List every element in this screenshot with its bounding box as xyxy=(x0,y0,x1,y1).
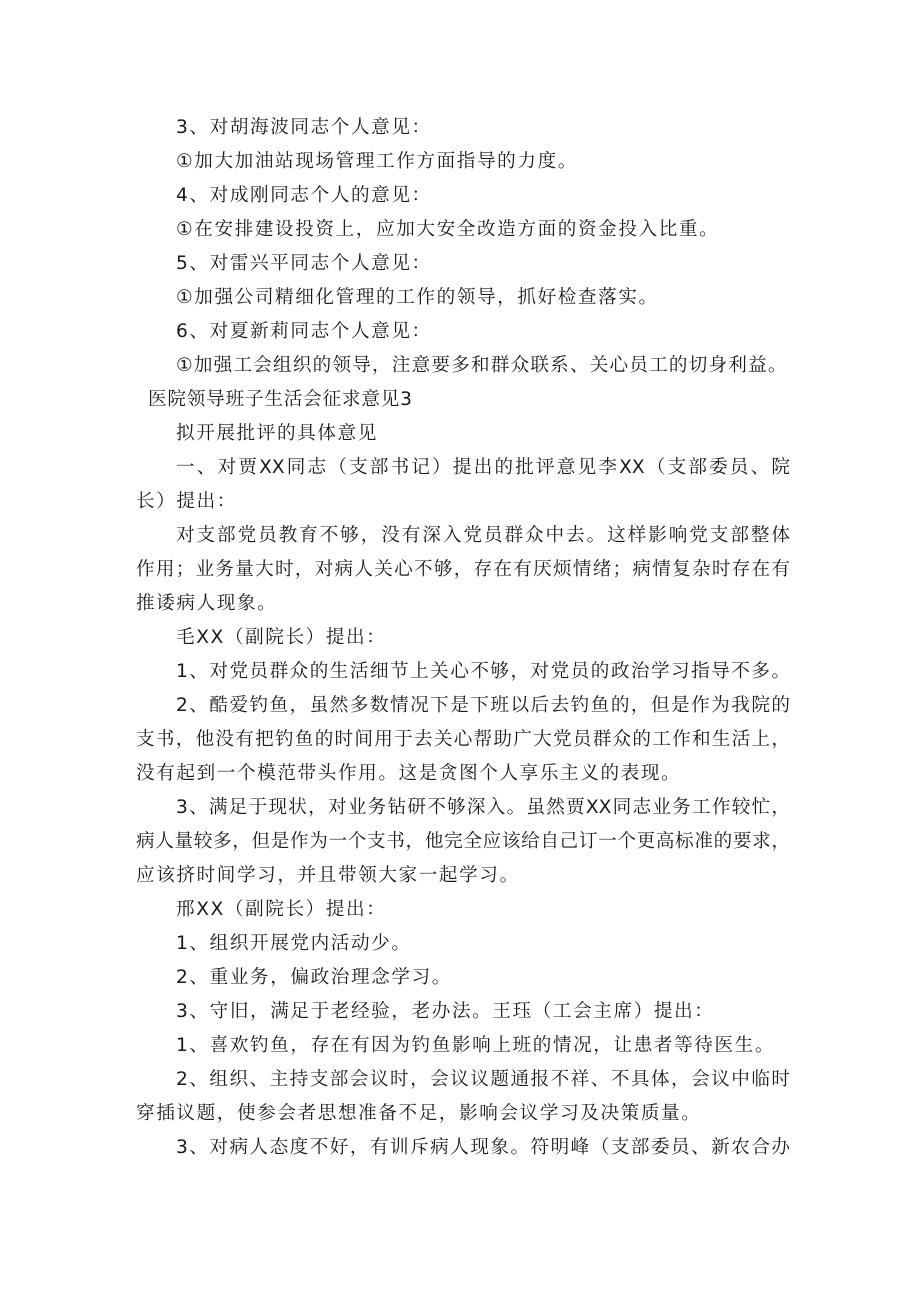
text-line: 4、对成刚同志个人的意见： xyxy=(176,185,432,206)
text-line: ①加大加油站现场管理工作方面指导的力度。 xyxy=(176,151,578,172)
text-line: 一、对贾XX同志（支部书记）提出的批评意见李XX（支部委员、院 xyxy=(176,457,790,478)
subheading: 拟开展批评的具体意见 xyxy=(176,423,378,444)
text-line: 5、对雷兴平同志个人意见： xyxy=(176,253,432,274)
text-line: 支书，他没有把钓鱼的时间用于去关心帮助广大党员群众的工作和生活上， xyxy=(136,729,790,750)
text-line: 1、喜欢钓鱼，存在有因为钓鱼影响上班的情况，让患者等待医生。 xyxy=(176,1035,776,1056)
text-line: 2、酷爱钓鱼，虽然多数情况下是下班以后去钓鱼的，但是作为我院的 xyxy=(176,695,790,716)
text-line: 应该挤时间学习，并且带领大家一起学习。 xyxy=(136,865,520,886)
text-line: 邢XX（副院长）提出： xyxy=(176,899,387,920)
text-line: 没有起到一个模范带头作用。这是贪图个人享乐主义的表现。 xyxy=(136,763,682,784)
text-line: 1、组织开展党内活动少。 xyxy=(176,933,412,954)
text-line: 推诿病人现象。 xyxy=(136,593,278,614)
text-line: ①在安排建设投资上，应加大安全改造方面的资金投入比重。 xyxy=(176,219,720,240)
text-line: 3、对胡海波同志个人意见： xyxy=(176,117,432,138)
text-line: 3、守旧，满足于老经验，老办法。王珏（工会主席）提出： xyxy=(176,1001,715,1022)
text-line: 长）提出： xyxy=(136,491,237,512)
text-line: 对支部党员教育不够，没有深入党员群众中去。这样影响党支部整体 xyxy=(176,525,790,546)
text-line: 1、对党员群众的生活细节上关心不够，对党员的政治学习指导不多。 xyxy=(176,661,790,682)
text-line: 病人量较多，但是作为一个支书，他完全应该给自己订一个更高标准的要求， xyxy=(136,831,790,852)
text-line: 6、对夏新莉同志个人意见： xyxy=(176,321,432,342)
text-line: 3、满足于现状，对业务钻研不够深入。虽然贾XX同志业务工作较忙， xyxy=(176,797,790,818)
text-line: 3、对病人态度不好，有训斥病人现象。符明峰（支部委员、新农合办 xyxy=(176,1137,790,1158)
text-line: 2、组织、主持支部会议时，会议议题通报不祥、不具体，会议中临时 xyxy=(176,1069,790,1090)
text-line: 2、重业务，偏政治理念学习。 xyxy=(176,967,452,988)
section-heading: 医院领导班子生活会征求意见3 xyxy=(148,389,413,410)
text-line: ①加强工会组织的领导，注意要多和群众联系、关心员工的切身利益。 xyxy=(176,355,788,376)
text-line: 毛XX（副院长）提出： xyxy=(176,627,387,648)
text-line: 作用；业务量大时，对病人关心不够，存在有厌烦情绪；病情复杂时存在有 xyxy=(136,559,790,580)
text-line: ①加强公司精细化管理的工作的领导，抓好检查落实。 xyxy=(176,287,659,308)
text-line: 穿插议题，使参会者思想准备不足，影响会议学习及决策质量。 xyxy=(136,1103,702,1124)
